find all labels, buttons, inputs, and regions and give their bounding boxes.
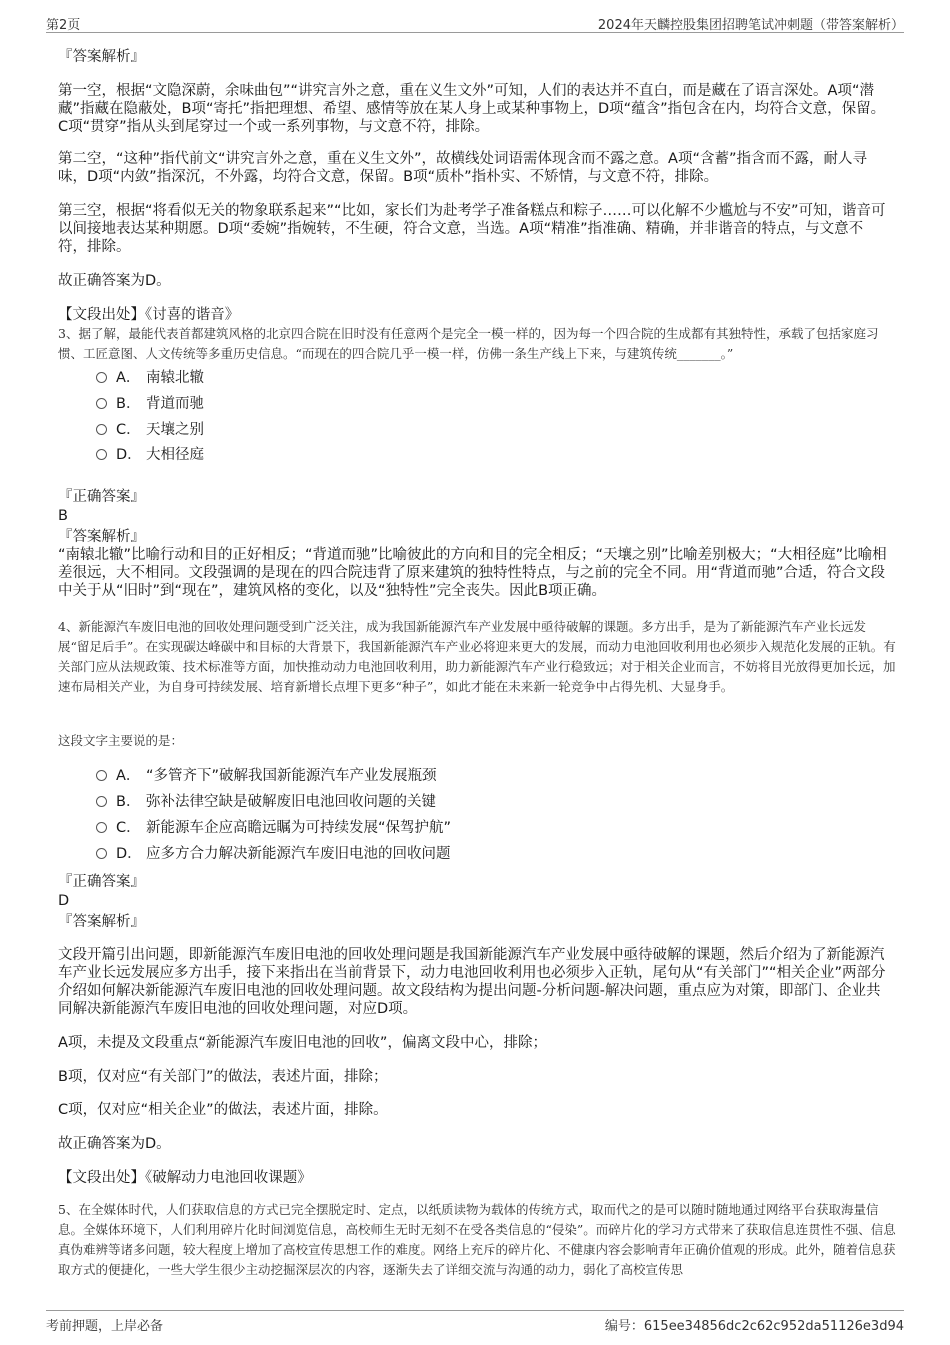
radio-icon[interactable] [96,770,107,781]
q4-option-a[interactable]: A． “多管齐下”破解我国新能源汽车产业发展瓶颈 [96,767,437,785]
q4-option-a-note: A项，未提及文段重点“新能源汽车废旧电池的回收”，偏离文段中心，排除； [58,1035,547,1051]
q3-stem: 3、据了解，最能代表首都建筑风格的北京四合院在旧时没有任意两个是完全一模一样的，因为每一个四合院的生成都有其独特性，承载了包括家庭习惯、工匠意图、人文传统等多重历史信息。“而现在的四合院几乎一模一样，仿佛一条生产线上下来，与建筑传统_______。” [58,326,879,361]
q4-option-d[interactable]: D． 应多方合力解决新能源汽车废旧电池的回收问题 [96,845,451,863]
q2-conclusion: 故正确答案为D。 [58,273,171,289]
radio-icon[interactable] [96,822,107,833]
q3-option-d[interactable]: D． 大相径庭 [96,446,204,464]
q4-option-b[interactable]: B． 弥补法律空缺是破解废旧电池回收问题的关键 [96,793,436,811]
q4-option-b-note: B项，仅对应“有关部门”的做法，表述片面，排除； [58,1069,388,1085]
radio-icon[interactable] [96,398,107,409]
q3-option-b[interactable]: B． 背道而驰 [96,395,204,413]
q2-source: 【文段出处】《讨喜的谐音》 [58,307,240,323]
q3-answer-label: 『正确答案』 [58,489,145,505]
q3-analysis-label: 『答案解析』 [58,529,145,545]
page-number: 第2页 [46,18,81,33]
q4-option-c[interactable]: C． 新能源车企应高瞻远瞩为可持续发展“保驾护航” [96,819,451,837]
q4-stem: 4、新能源汽车废旧电池的回收处理问题受到广泛关注，成为我国新能源汽车产业发展中亟待破解的课题。多方出手，是为了新能源汽车产业长远发展“留足后手”。在实现碳达峰碳中和目标的大背景下，我国新能源汽车产业必将迎来更大的发展，而动力电池回收利用也必须步入规范化发展的正轨。有关部门应从法规政策、技术标准等方面，加快推动动力电池回收利用，助力新能源汽车产业行稳致远；对于相关企业而言，不妨将目光放得更加长远，加速布局相关产业，为自身可持续发展、培育新增长点埋下更多“种子”，如此才能在未来新一轮竞争中占得先机、大显身手。 [58,619,896,694]
q2-analysis-label: 『答案解析』 [58,49,145,65]
q4-analysis-label: 『答案解析』 [58,914,145,930]
q2-analysis-para2: 第二空，“这种”指代前文“讲究言外之意，重在义生文外”，故横线处词语需体现含而不露之意。A项“含蓄”指含而不露，耐人寻味，D项“内敛”指深沉，不外露，均符合文意，保留。B项“质朴”指朴实、不矫情，与文意不符，排除。 [58,151,867,185]
q3-option-a[interactable]: A． 南辕北辙 [96,369,204,387]
document-id: 编号：615ee34856dc2c62c952da51126e3d94 [604,1319,904,1334]
q4-option-c-note: C项，仅对应“相关企业”的做法，表述片面，排除。 [58,1102,388,1118]
radio-icon[interactable] [96,848,107,859]
q2-analysis-para3: 第三空，根据“将看似无关的物象联系起来”“比如，家长们为赴考学子准备糕点和粽子……可以化解不少尴尬与不安”可知，谐音可以间接地表达某种期愿。D项“委婉”指婉转，不生硬，符合文意，当选。A项“精准”指准确、精确，并非谐音的特点，与文意不符，排除。 [58,203,886,255]
document-title: 2024年天麟控股集团招聘笔试冲刺题（带答案解析） [597,18,904,33]
footer-slogan: 考前押题，上岸必备 [46,1319,164,1334]
q4-conclusion: 故正确答案为D。 [58,1136,171,1152]
q3-analysis: “南辕北辙”比喻行动和目的正好相反；“背道而驰”比喻彼此的方向和目的完全相反；“天壤之别”比喻差别极大；“大相径庭”比喻相差很远，大不相同。文段强调的是现在的四合院违背了原来建筑的独特性特点，与之前的完全不同。用“背道而驰”合适，符合文段中关于从“旧时”到“现在”，建筑风格的变化，以及“独特性”完全丧失。因此B项正确。 [58,547,887,599]
q5-stem: 5、在全媒体时代，人们获取信息的方式已完全摆脱定时、定点，以纸质读物为载体的传统方式，取而代之的是可以随时随地通过网络平台获取海量信息。全媒体环境下，人们利用碎片化时间浏览信息，高校师生无时无刻不在受各类信息的“侵染”。而碎片化的学习方式带来了获取信息连贯性不强、信息真伪难辨等诸多问题，较大程度上增加了高校宣传思想工作的难度。网络上充斥的碎片化、不健康内容会影响青年正确价值观的形成。此外，随着信息获取方式的便捷化，一些大学生很少主动挖掘深层次的内容，逐渐失去了详细交流与沟通的动力，弱化了高校宣传思 [58,1202,896,1277]
q4-analysis: 文段开篇引出问题，即新能源汽车废旧电池的回收处理问题是我国新能源汽车产业发展中亟待破解的课题，然后介绍为了新能源汽车产业长远发展应多方出手，接下来指出在当前背景下，动力电池回收利用也必须步入正轨，尾句从“有关部门”“相关企业”两部分介绍如何解决新能源汽车废旧电池的回收处理问题。故文段结构为提出问题-分析问题-解决问题，重点应为对策，即部门、企业共同解决新能源汽车废旧电池的回收处理问题，对应D项。 [58,947,886,1017]
q4-answer-label: 『正确答案』 [58,874,145,890]
q3-answer: B [58,508,68,524]
page-footer [46,1310,904,1333]
radio-icon[interactable] [96,424,107,435]
page-header [46,12,904,33]
radio-icon[interactable] [96,372,107,383]
q3-option-c[interactable]: C． 天壤之别 [96,421,204,439]
q4-source: 【文段出处】《破解动力电池回收课题》 [58,1170,312,1186]
q2-analysis-para1: 第一空，根据“文隐深蔚，余味曲包”“讲究言外之意，重在义生文外”可知，人们的表达并不直白，而是藏在了语言深处。A项“潜藏”指藏在隐蔽处，B项“寄托”指把理想、希望、感情等放在某人身上或某种事物上，D项“蕴含”指包含在内，均符合文意，保留。C项“贯穿”指从头到尾穿过一个或一系列事物，与文意不符，排除。 [58,83,886,135]
q4-prompt: 这段文字主要说的是： [58,733,184,748]
radio-icon[interactable] [96,449,107,460]
radio-icon[interactable] [96,796,107,807]
q4-answer: D [58,893,70,909]
